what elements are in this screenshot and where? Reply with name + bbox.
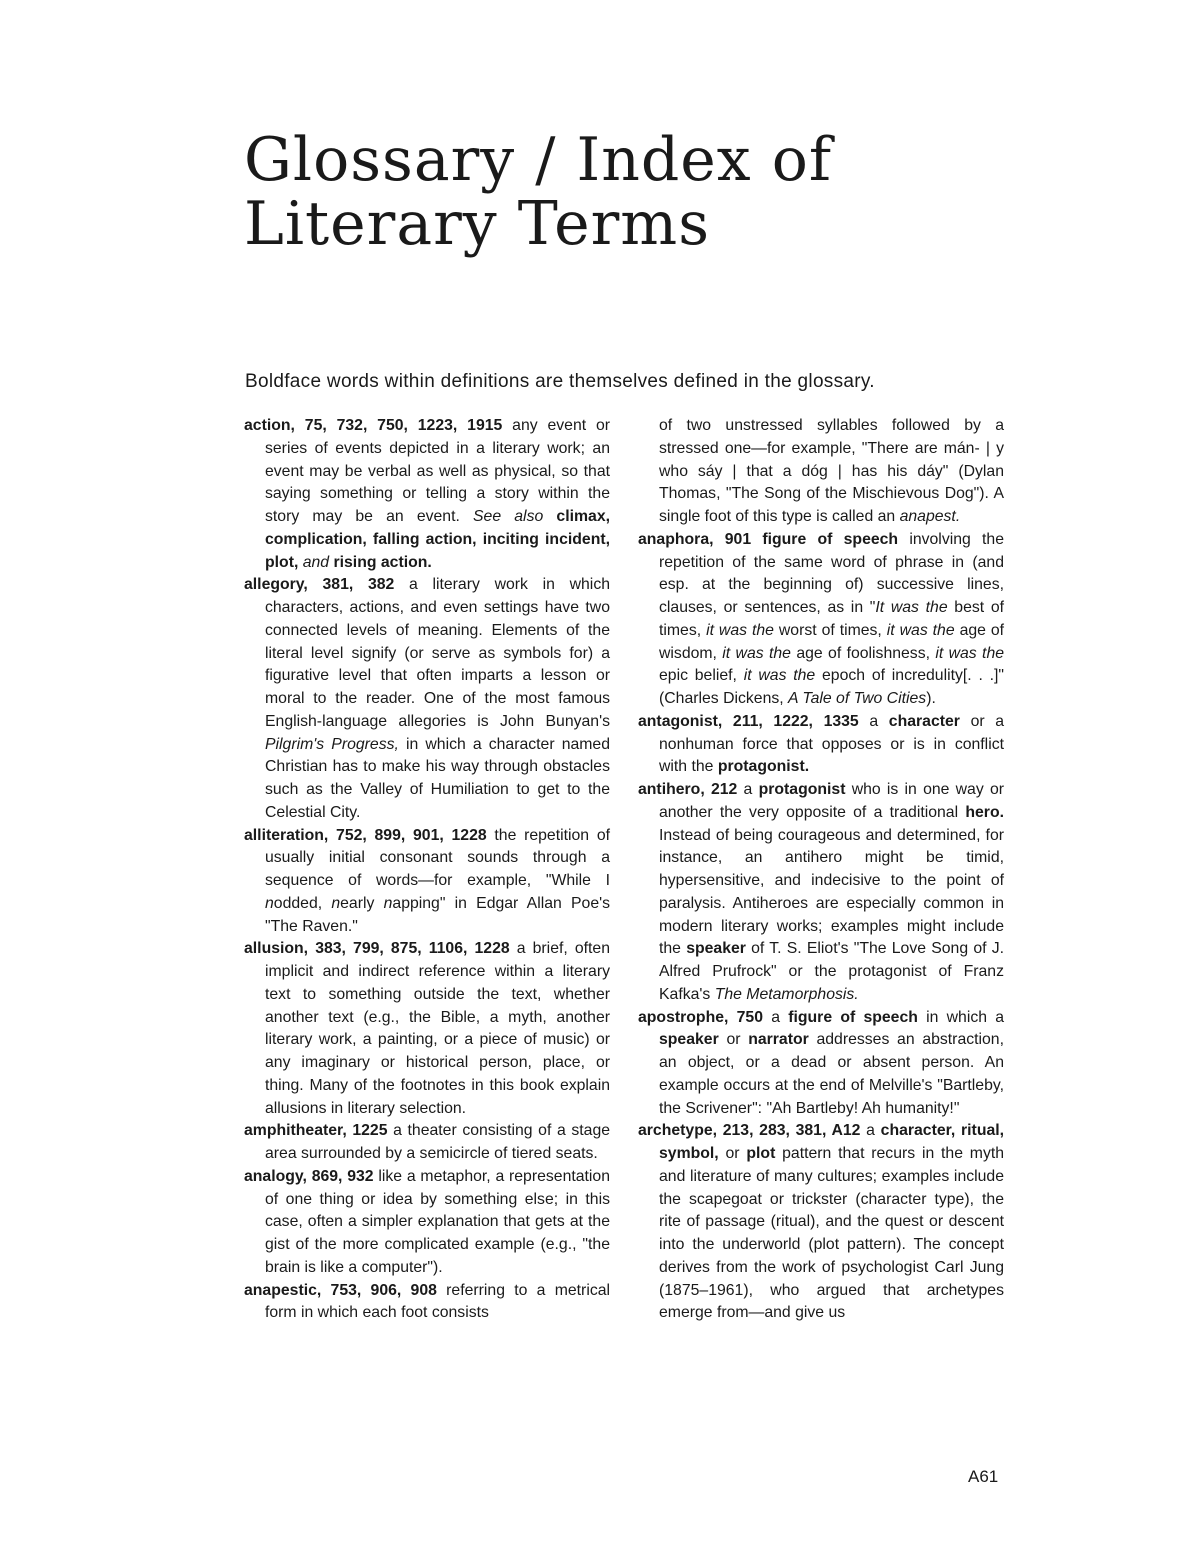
cross-reference: speaker — [659, 1031, 719, 1049]
work-title: The Metamorphosis. — [714, 985, 859, 1003]
page-number: A61 — [968, 1467, 999, 1486]
cross-reference: character — [888, 712, 960, 730]
entry-definition: early — [340, 894, 375, 912]
entry-definition: or — [726, 1031, 741, 1049]
entry-definition: of two unstressed syllables followed by a stressed one—for example, "There are mán- | y who sáy | that a dóg | has his dáy" (Dylan Thomas, "The Song of the Mischievous Dog"). A single foot of this type is called an — [659, 417, 1004, 525]
cross-reference: figure of speech — [762, 530, 899, 548]
entry-alliteration — [244, 825, 610, 939]
entry-definition: referring to a metrical form in which each foot consists — [265, 1281, 611, 1322]
entry-definition: epoch of incredulity[. . .]" (Charles Dickens, — [659, 667, 1004, 707]
cross-reference: speaker — [686, 940, 746, 958]
entry-term: anaphora, — [638, 530, 714, 548]
glossary-column-left — [244, 415, 610, 1325]
entry-pages: 213, 283, 381, A12 — [722, 1122, 861, 1140]
entry-definition: a — [771, 1008, 780, 1026]
entry-pages: 211, 1222, 1335 — [732, 712, 859, 730]
work-title: Pilgrim's Progress, — [265, 735, 399, 753]
emphasis-phrase: it was the — [722, 644, 791, 662]
entry-term: amphitheater, — [244, 1122, 347, 1140]
entry-definition: in which a — [926, 1008, 1005, 1026]
cross-reference: narrator — [748, 1031, 809, 1049]
glossary-column-right — [638, 415, 1004, 1325]
entry-definition: or a nonhuman force that opposes or is in conflict with the — [659, 712, 1005, 776]
entry-definition: worst of times, — [778, 621, 882, 639]
entry-anapestic — [244, 1280, 610, 1326]
emphasis-phrase: it was the — [886, 621, 955, 639]
entry-definition: like a metaphor, a representation of one thing or idea by something else; in this case, often a simpler explanation that gets at the gist of the more complicated example (e.g., "the brain is like a computer"). — [265, 1167, 611, 1276]
entry-term: antihero, — [638, 781, 705, 798]
entry-definition: ). — [926, 690, 936, 707]
cross-references: rising action. — [333, 553, 432, 571]
intro-note: Boldface words within definitions are themselves defined in the glossary. — [245, 371, 875, 392]
entry-allegory — [244, 574, 610, 824]
entry-definition: a literary work in which characters, actions, and even settings have two connected levels of meaning. Elements of the literal level signify (or serve as symbols for) a figurative level that often imparts a lesson or moral to the reader. One of the most famous English-language allegories is John Bunyan's — [265, 576, 610, 730]
entry-definition: pattern that recurs in the myth and literature of many cultures; examples include the scapegoat or trickster (character type), the rite of passage (ritual), and the quest or descent into the underworld (plot pattern). The concept derives from the work of psychologist Carl Jung (1875–1961), who argued that archetypes emerge from—and give us — [659, 1145, 1005, 1322]
entry-definition: Instead of being courageous and determined, for instance, an antihero might be timid, hypersensitive, and indecisive to the point of paralysis. Antiheroes are especially common in modern literary works; examples might include the — [659, 826, 1004, 958]
entry-definition: odded, — [273, 894, 323, 912]
page-title-line-2: Literary Terms — [244, 189, 710, 259]
entry-archetype — [638, 1120, 1004, 1325]
emphasis-letter: n — [265, 894, 274, 912]
entry-pages: 750 — [736, 1008, 763, 1026]
entry-term: allusion, — [244, 940, 309, 958]
entry-pages: 75, 732, 750, 1223, 1915 — [304, 417, 503, 434]
emphasis-letter: n — [383, 894, 393, 912]
work-title: A Tale of Two Cities — [788, 690, 927, 707]
entry-definition: in which a character named Christian has to make his way through obstacles such as the Valley of Humiliation to get to the Celestial City. — [265, 735, 610, 821]
emphasis-phrase: it was the — [706, 621, 774, 639]
cross-reference: figure of speech — [788, 1008, 918, 1026]
cross-reference: protagonist — [758, 781, 846, 798]
entry-definition: or — [725, 1145, 740, 1162]
emphasis-phrase: it was the — [935, 644, 1005, 662]
entry-pages: 381, 382 — [322, 576, 395, 594]
cross-reference: hero. — [965, 803, 1004, 821]
entry-pages: 753, 906, 908 — [330, 1281, 437, 1299]
entry-antagonist — [638, 711, 1004, 779]
entry-definition: of T. S. Eliot's "The Love Song of J. Alfred Prufrock" or the protagonist of Franz Kafka's — [659, 940, 1005, 1003]
entry-term: action, — [244, 417, 295, 434]
conjunction: and — [302, 553, 330, 571]
entry-action — [244, 415, 610, 574]
cross-reference: character, — [880, 1122, 956, 1140]
entry-pages: 212 — [710, 781, 738, 798]
emphasis-word: anapest. — [899, 508, 961, 525]
entry-definition: epic belief, — [659, 667, 737, 685]
entry-antihero — [638, 779, 1004, 1007]
page-title-line-1: Glossary / Index of — [244, 125, 833, 195]
entry-pages: 1225 — [352, 1122, 388, 1140]
entry-term: antagonist, — [638, 712, 723, 730]
entry-definition: any event or series of events depicted in a literary work; an event may be verbal as well as physical, so that saying something or telling a story within the story may be an event. — [265, 417, 611, 525]
entry-definition: a — [866, 1122, 875, 1140]
entry-definition: addresses an abstraction, an object, or a dead or absent person. An example occurs at the end of Melville's "Bartleby, the Scrivener": "Ah Bartleby! Ah humanity!" — [659, 1031, 1004, 1117]
entry-analogy — [244, 1166, 610, 1280]
cross-reference: ritual, — [961, 1122, 1005, 1140]
entry-term: analogy, — [244, 1167, 307, 1185]
entry-pages: 901 — [724, 530, 752, 548]
entry-definition: best of times, — [659, 599, 1005, 639]
entry-definition: a brief, often implicit and indirect reference within a literary text to something outside the text, whether another text (e.g., the Bible, a myth, another literary work, a painting, or a piece of music) or any imaginary or historical person, place, or thing. Many of the footnotes in this book explain allusions in literary selection. — [265, 940, 610, 1117]
cross-reference: plot — [746, 1145, 776, 1162]
entry-definition: apping" in Edgar Allan Poe's "The Raven." — [265, 894, 611, 935]
entry-apostrophe — [638, 1007, 1004, 1121]
entry-term: alliteration, — [244, 826, 329, 844]
emphasis-letter: n — [331, 894, 341, 912]
entry-definition: age of wisdom, — [659, 621, 1005, 662]
entry-definition: age of foolishness, — [796, 644, 930, 662]
entry-anaphora — [638, 529, 1004, 711]
entry-definition: a — [869, 712, 879, 730]
emphasis-phrase: It was the — [875, 599, 948, 616]
entry-term: anapestic, — [244, 1281, 322, 1299]
entry-pages: 869, 932 — [311, 1167, 374, 1185]
entry-term: allegory, — [244, 576, 308, 594]
entry-term: archetype, — [638, 1122, 718, 1140]
see-also-label: See also — [473, 508, 544, 525]
entry-amphitheater — [244, 1120, 610, 1166]
entry-definition: a theater consisting of a stage area surrounded by a semicircle of tiered seats. — [265, 1122, 611, 1162]
entry-definition: a — [743, 781, 753, 798]
page-title — [244, 125, 944, 259]
cross-reference: symbol, — [659, 1145, 719, 1162]
entry-pages: 752, 899, 901, 1228 — [336, 826, 487, 844]
cross-reference: protagonist. — [717, 758, 810, 776]
cross-references: climax, complication, falling action, inciting incident, plot, — [265, 508, 610, 571]
entry-pages: 383, 799, 875, 1106, 1228 — [315, 940, 510, 958]
entry-definition: the repetition of usually initial consonant sounds through a sequence of words—for example, "While I — [265, 826, 610, 889]
entry-definition: who is in one way or another the very opposite of a traditional — [659, 781, 1005, 821]
entry-term: apostrophe, — [638, 1008, 729, 1026]
entry-anapestic-continued — [638, 415, 1004, 529]
entry-definition: involving the repetition of the same word of phrase in (and esp. at the beginning of) successive lines, clauses, or sentences, as in " — [659, 530, 1004, 616]
entry-allusion — [244, 938, 610, 1120]
emphasis-phrase: it was the — [743, 667, 816, 685]
